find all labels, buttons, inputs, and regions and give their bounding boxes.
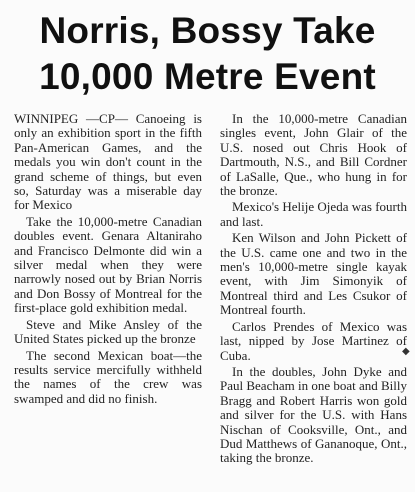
- headline-line-2: 10,000 Metre Event: [39, 56, 376, 97]
- paragraph: WINNIPEG —CP— Canoeing is only an exhibition sport in the fifth Pan-American Games, and the medals you win don't count in the grand scheme of things, but even so, Saturday was a miserable day for Mexico: [14, 111, 202, 213]
- headline: [8, 8, 407, 109]
- headline-line-1: Norris, Bossy Take: [39, 10, 376, 51]
- paragraph: Ken Wilson and John Pickett of the U.S. came one and two in the men's 10,000-metre single kayak event, with Jim Simonyik of Montreal third and Les Csukor of Montreal fourth.: [220, 230, 407, 318]
- paragraph: In the 10,000-metre Canadian singles event, John Glair of the U.S. nosed out Chris Hook of Dartmouth, N.S., and Bill Cordner of LaSalle, Que., who hung in for the bronze.: [220, 111, 407, 199]
- paragraph: The second Mexican boat—the results service mercifully withheld the names of the crew was swamped and did no finish.: [14, 347, 202, 406]
- column-marker-icon: ◆: [402, 346, 410, 357]
- paragraph: Steve and Mike Ansley of the United States picked up the bronze: [14, 316, 202, 347]
- newspaper-clipping: [8, 8, 410, 484]
- paragraph: In the doubles, John Dyke and Paul Beacham in one boat and Billy Bragg and Robert Harris won gold and silver for the U.S. with Hans Nischan of Cooksville, Ont., and Dud Matthews of Gananoque, Ont., taking the bronze.: [220, 363, 408, 466]
- right-column: [220, 111, 410, 468]
- paragraph: Mexico's Helije Ojeda was fourth and last.: [220, 199, 407, 229]
- left-column: [14, 112, 202, 408]
- paragraph: Carlos Prendes of Mexico was last, nipped by Jose Martinez of Cuba.: [220, 318, 407, 363]
- paragraph: Take the 10,000-metre Canadian doubles event. Genara Altaniraho and Francisco Delmonte did win a silver medal when they were narrowly nosed out by Brian Norris and Don Bossy of Montreal for the first-place gold exhibition medal.: [14, 213, 202, 316]
